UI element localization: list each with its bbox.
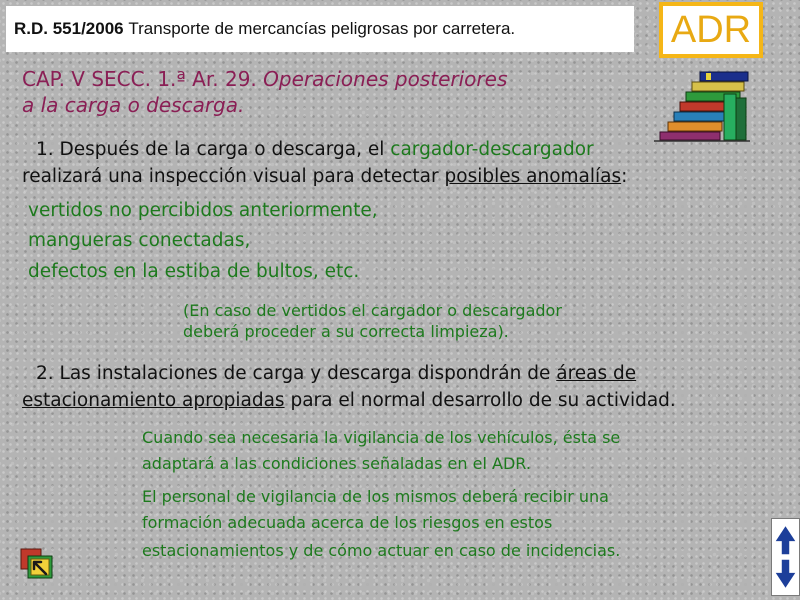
chapter-title-part1: Operaciones posteriores: [263, 67, 508, 91]
section1-line1: [22, 136, 792, 163]
list-item: mangueras conectadas,: [28, 230, 251, 251]
section1-line2-end: :: [621, 166, 628, 187]
law-title: Transporte de mercancías peligrosas por carretera.: [128, 19, 516, 38]
back-arrow-icon[interactable]: [20, 548, 54, 580]
section1-intro: 1. Después de la carga o descarga, el: [36, 139, 385, 160]
up-down-arrows-icon[interactable]: [771, 518, 800, 596]
section2-areas: áreas de: [556, 363, 637, 384]
chapter-ref: CAP. V SECC. 1.ª Ar. 29.: [22, 67, 257, 91]
section1-anomalies: posibles anomalías: [444, 166, 622, 187]
section2-note1-line2: adaptará a las condiciones señaladas en el ADR.: [142, 454, 531, 473]
books-stack-icon: [652, 70, 752, 142]
section2-note2-line2: formación adecuada acerca de los riesgos en estos: [142, 513, 553, 532]
section1-line2-start: realizará una inspección visual para detectar: [22, 166, 439, 187]
section1-paragraph: [22, 136, 792, 190]
chapter-title-part2: a la carga o descarga.: [22, 93, 245, 117]
section2-line1: [22, 360, 792, 387]
law-reference: R.D. 551/2006: [14, 19, 124, 38]
section1-line2: [22, 163, 792, 190]
section1-note: [183, 300, 562, 342]
list-item: defectos en la estiba de bultos, etc.: [28, 261, 360, 282]
section2-note1-line1: Cuando sea necesaria la vigilancia de los vehículos, ésta se: [142, 428, 621, 447]
document-header: [6, 6, 634, 52]
section2-note2: [142, 484, 620, 564]
section1-role: cargador-descargador: [390, 139, 594, 160]
adr-logo: [659, 2, 763, 58]
adr-logo-text: ADR: [670, 8, 752, 51]
section2-line2: [22, 387, 792, 414]
chapter-title-line2: [22, 92, 642, 118]
section2-paragraph: [22, 360, 792, 414]
section2-note2-line3: estacionamientos y de cómo actuar en caso de incidencias.: [142, 541, 621, 560]
chapter-title: [22, 66, 642, 92]
section1-note-line1: (En caso de vertidos el cargador o descargador: [183, 301, 562, 320]
section1-note-line2: deberá proceder a su correcta limpieza).: [183, 322, 509, 341]
section2-line2-end: para el normal desarrollo de su actividad.: [290, 390, 676, 411]
section2-parking: estacionamiento apropiadas: [22, 390, 285, 411]
section2-note2-line1: El personal de vigilancia de los mismos deberá recibir una: [142, 487, 609, 506]
section2-note1: [142, 425, 620, 477]
list-item: vertidos no percibidos anteriormente,: [28, 200, 378, 221]
section2-line1-start: 2. Las instalaciones de carga y descarga dispondrán de: [36, 363, 551, 384]
